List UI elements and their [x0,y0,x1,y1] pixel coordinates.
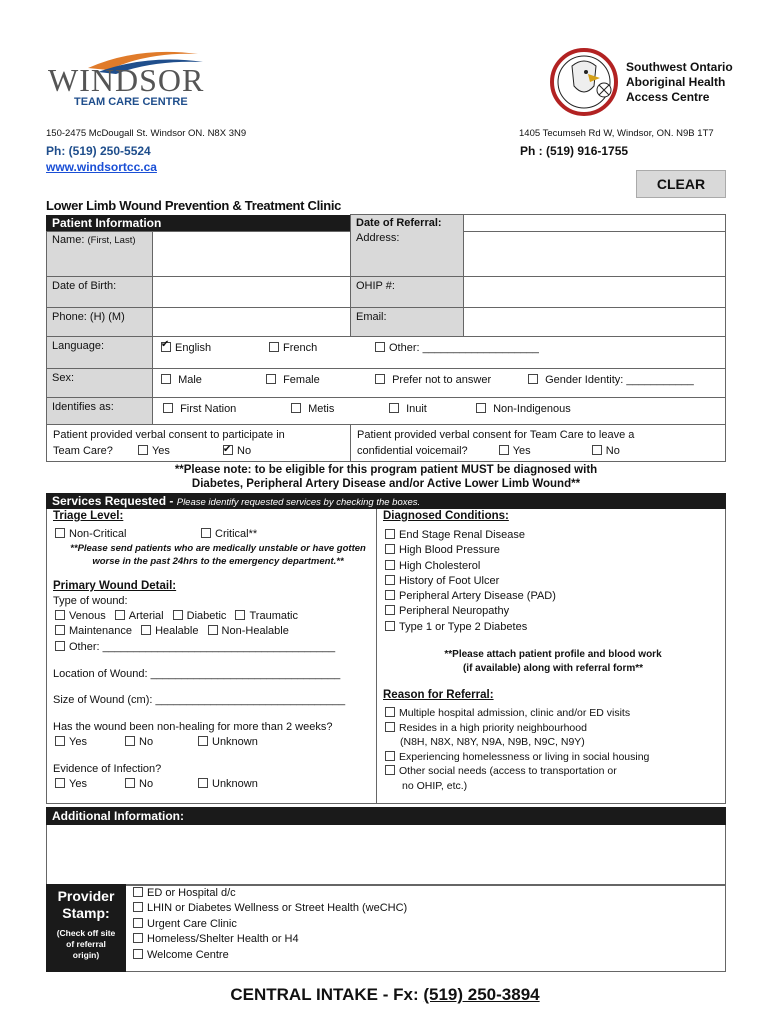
provider-welcome-centre[interactable]: Welcome Centre [133,948,407,963]
checkbox-icon[interactable] [133,949,143,959]
provider-ed-hospital[interactable]: ED or Hospital d/c [133,886,407,901]
identifies-inuit[interactable]: Inuit [389,403,427,415]
reasons-list: Multiple hospital admission, clinic and/or ED visits Resides in a high priority neighbourhood (N8H, N8X, N8Y, N9A, N9B, N9C, N9Y) Experiencing homelessness or living in social housing Other social needs (access to transportation or no OHIP, etc.) [385,706,649,793]
consent-participate-no[interactable]: ✔ No [223,445,251,457]
reason-homelessness[interactable]: Experiencing homelessness or living in social housing [385,750,649,765]
condition-diabetes[interactable]: Type 1 or Type 2 Diabetes [385,620,556,635]
condition-pad[interactable]: Peripheral Artery Disease (PAD) [385,589,556,604]
attach-note: **Please attach patient profile and blood work (if available) along with referral form** [444,649,662,674]
language-label: Language: [46,336,153,369]
triage-non-critical[interactable]: Non-Critical [55,528,126,540]
sex-prefer-not[interactable]: Prefer not to answer [375,374,491,386]
checkbox-icon[interactable] [133,887,143,897]
critical-note: **Please send patients who are medically unstable or have gotten worse in the past 24hrs to the emergency department.** [70,543,366,567]
central-intake-fax: (519) 250-3894 [423,985,540,1004]
provider-lhin[interactable]: LHIN or Diabetes Wellness or Street Health (weCHC) [133,901,407,916]
checkbox-icon[interactable] [291,403,301,413]
checkbox-icon[interactable] [198,736,208,746]
consent-voicemail-yes[interactable]: Yes [499,445,531,457]
checkbox-icon[interactable] [125,736,135,746]
checkbox-icon[interactable] [385,529,395,539]
checkbox-icon[interactable] [235,610,245,620]
language-french[interactable]: French [269,342,317,354]
patient-info-header: Patient Information [46,215,350,231]
checkbox-icon[interactable] [55,641,65,651]
swoahac-logo [548,46,620,118]
checkbox-icon[interactable] [201,528,211,538]
checkbox-icon[interactable] [55,778,65,788]
checkbox-icon[interactable] [385,605,395,615]
reason-title: Reason for Referral: [383,689,494,701]
condition-foot-ulcer[interactable]: History of Foot Ulcer [385,574,556,589]
checkbox-icon[interactable] [133,933,143,943]
checkbox-icon[interactable] [385,544,395,554]
checkbox-icon[interactable] [115,610,125,620]
provider-urgent-care[interactable]: Urgent Care Clinic [133,917,407,932]
reason-priority-neighbourhood[interactable]: Resides in a high priority neighbourhood [385,721,649,736]
sex-gender-identity[interactable]: Gender Identity: ___________ [528,374,694,386]
name-field[interactable] [152,231,351,277]
wound-healable[interactable]: Healable [141,625,198,637]
primary-wound-title: Primary Wound Detail: [53,580,177,592]
checkbox-icon[interactable] [133,918,143,928]
windsor-website-link[interactable]: www.windsortcc.ca [46,160,157,174]
sex-label: Sex: [46,368,153,398]
wound-other[interactable]: Other: ______________________________________ [55,641,335,653]
dob-field[interactable] [152,276,351,308]
checkbox-icon[interactable] [223,445,233,455]
checkbox-icon[interactable] [385,560,395,570]
triage-critical[interactable]: Critical** [201,528,257,540]
wound-diabetic[interactable]: Diabetic [173,610,227,622]
condition-esrd[interactable]: End Stage Renal Disease [385,528,556,543]
checkbox-icon[interactable] [385,590,395,600]
checkbox-icon[interactable] [385,575,395,585]
provider-options [133,886,407,963]
language-options [152,336,726,369]
checkbox-icon[interactable] [499,445,509,455]
non-healing-unknown[interactable]: Unknown [198,736,258,748]
non-healing-yes[interactable]: Yes [55,736,87,748]
checkbox-icon[interactable] [138,445,148,455]
checkbox-icon[interactable] [161,342,171,352]
provider-homeless-shelter[interactable]: Homeless/Shelter Health or H4 [133,932,407,947]
central-intake: CENTRAL INTAKE - Fx: (519) 250-3894 [230,985,540,1004]
checkbox-icon[interactable] [141,625,151,635]
non-healing-no[interactable]: No [125,736,153,748]
checkbox-icon[interactable] [266,374,276,384]
checkbox-icon[interactable] [476,403,486,413]
condition-cholesterol[interactable]: High Cholesterol [385,559,556,574]
checkbox-icon[interactable] [385,751,395,761]
checkbox-icon[interactable] [385,621,395,631]
identifies-label: Identifies as: [46,397,153,425]
wound-maintenance[interactable]: Maintenance [55,625,132,637]
sex-male[interactable]: Male [161,374,202,386]
infection-question: Evidence of Infection? [53,763,162,775]
checkbox-icon[interactable] [375,342,385,352]
ohip-field[interactable] [463,276,726,308]
wound-traumatic[interactable]: Traumatic [235,610,298,622]
condition-neuropathy[interactable]: Peripheral Neuropathy [385,604,556,619]
non-healing-question: Has the wound been non-healing for more than 2 weeks? [53,721,333,733]
windsor-logo [48,44,208,110]
swoahac-name: Southwest Ontario Aboriginal Health Access Centre [626,60,733,104]
checkbox-icon[interactable] [385,707,395,717]
eligibility-note: **Please note: to be eligible for this program patient MUST be diagnosed with Diabetes, Peripheral Artery Disease and/or Active Lower Limb Wound** [174,464,598,490]
wound-non-healable[interactable]: Non-Healable [208,625,289,637]
checkbox-icon[interactable] [161,374,171,384]
email-label: Email: [350,307,464,337]
swoahac-phone: Ph : (519) 916-1755 [520,144,629,158]
services-header: Services Requested - Please identify requested services by checking the boxes. [46,493,726,509]
checkbox-icon[interactable] [55,528,65,538]
identifies-non-indigenous[interactable]: Non-Indigenous [476,403,571,415]
ohip-label: OHIP #: [350,276,464,308]
triage-title: Triage Level: [53,510,124,522]
additional-info-field[interactable] [46,825,726,886]
infection-yes[interactable]: Yes [55,778,87,790]
location-of-wound[interactable]: Location of Wound: _______________________________ [53,668,341,680]
wound-venous[interactable]: Venous [55,610,106,622]
size-of-wound[interactable]: Size of Wound (cm): _______________________________ [53,694,346,706]
consent-voicemail-no[interactable]: No [592,445,620,457]
reason-social-needs[interactable]: Other social needs (access to transportation or [385,764,649,779]
provider-stamp-label: Provider Stamp: (Check off site of referral origin) [46,884,126,972]
checkbox-icon[interactable] [385,722,395,732]
checkbox-icon[interactable] [198,778,208,788]
infection-no[interactable]: No [125,778,153,790]
swoahac-address: 1405 Tecumseh Rd W, Windsor, ON. N9B 1T7 [519,128,714,139]
consent-participate-yes[interactable]: Yes [138,445,170,457]
date-of-referral-field[interactable] [463,214,726,232]
dob-label: Date of Birth: [46,276,153,308]
consent-participate: Patient provided verbal consent to participate in Team Care? Yes ✔ No [46,424,351,462]
consent-voicemail: Patient provided verbal consent for Team Care to leave a confidential voicemail? Yes No [350,424,726,462]
checkbox-icon[interactable] [125,778,135,788]
checkbox-icon[interactable] [163,403,173,413]
phone-label: Phone: (H) (M) [46,307,153,337]
checkbox-icon[interactable] [173,610,183,620]
sex-female[interactable]: Female [266,374,320,386]
language-english[interactable]: ✔ English [161,342,211,354]
checkbox-icon[interactable] [375,374,385,384]
form-title: Lower Limb Wound Prevention & Treatment Clinic [46,198,342,213]
checkbox-icon[interactable] [133,902,143,912]
windsor-address: 150-2475 McDougall St. Windsor ON. N8X 3N9 [46,128,247,139]
identifies-first-nation[interactable]: First Nation [163,403,236,415]
conditions-list [385,528,556,635]
wound-types-row2 [55,625,289,637]
name-label: Name: (First, Last) [46,231,153,277]
additional-info-header: Additional Information: [46,807,726,825]
windsor-wordmark: WINDSOR [48,62,205,98]
date-of-referral-label: Date of Referral: Address: [350,214,464,277]
checkbox-icon[interactable] [528,374,538,384]
type-of-wound-label: Type of wound: [53,595,128,607]
reason-multiple-admission[interactable]: Multiple hospital admission, clinic and/or ED visits [385,706,649,721]
checkbox-icon[interactable] [208,625,218,635]
language-other[interactable]: Other: ___________________ [375,342,539,354]
identifies-options [152,397,726,425]
diagnosed-title: Diagnosed Conditions: [383,510,509,522]
wound-types-row1 [55,610,298,622]
email-field[interactable] [463,307,726,337]
checkbox-icon[interactable] [55,736,65,746]
identifies-metis[interactable]: Metis [291,403,334,415]
checkbox-icon[interactable] [55,610,65,620]
wound-arterial[interactable]: Arterial [115,610,164,622]
windsor-subtitle: TEAM CARE CENTRE [74,96,188,108]
address-field[interactable] [463,231,726,277]
sex-options [152,368,726,398]
phone-field[interactable] [152,307,351,337]
eagle-emblem-icon [548,46,620,118]
checkbox-icon[interactable] [389,403,399,413]
checkbox-icon[interactable] [269,342,279,352]
checkbox-icon[interactable] [385,765,395,775]
checkbox-icon[interactable] [55,625,65,635]
condition-hbp[interactable]: High Blood Pressure [385,543,556,558]
checkbox-icon[interactable] [592,445,602,455]
infection-unknown[interactable]: Unknown [198,778,258,790]
windsor-phone: Ph: (519) 250-5524 [46,144,151,158]
clear-button[interactable]: CLEAR [636,170,726,198]
